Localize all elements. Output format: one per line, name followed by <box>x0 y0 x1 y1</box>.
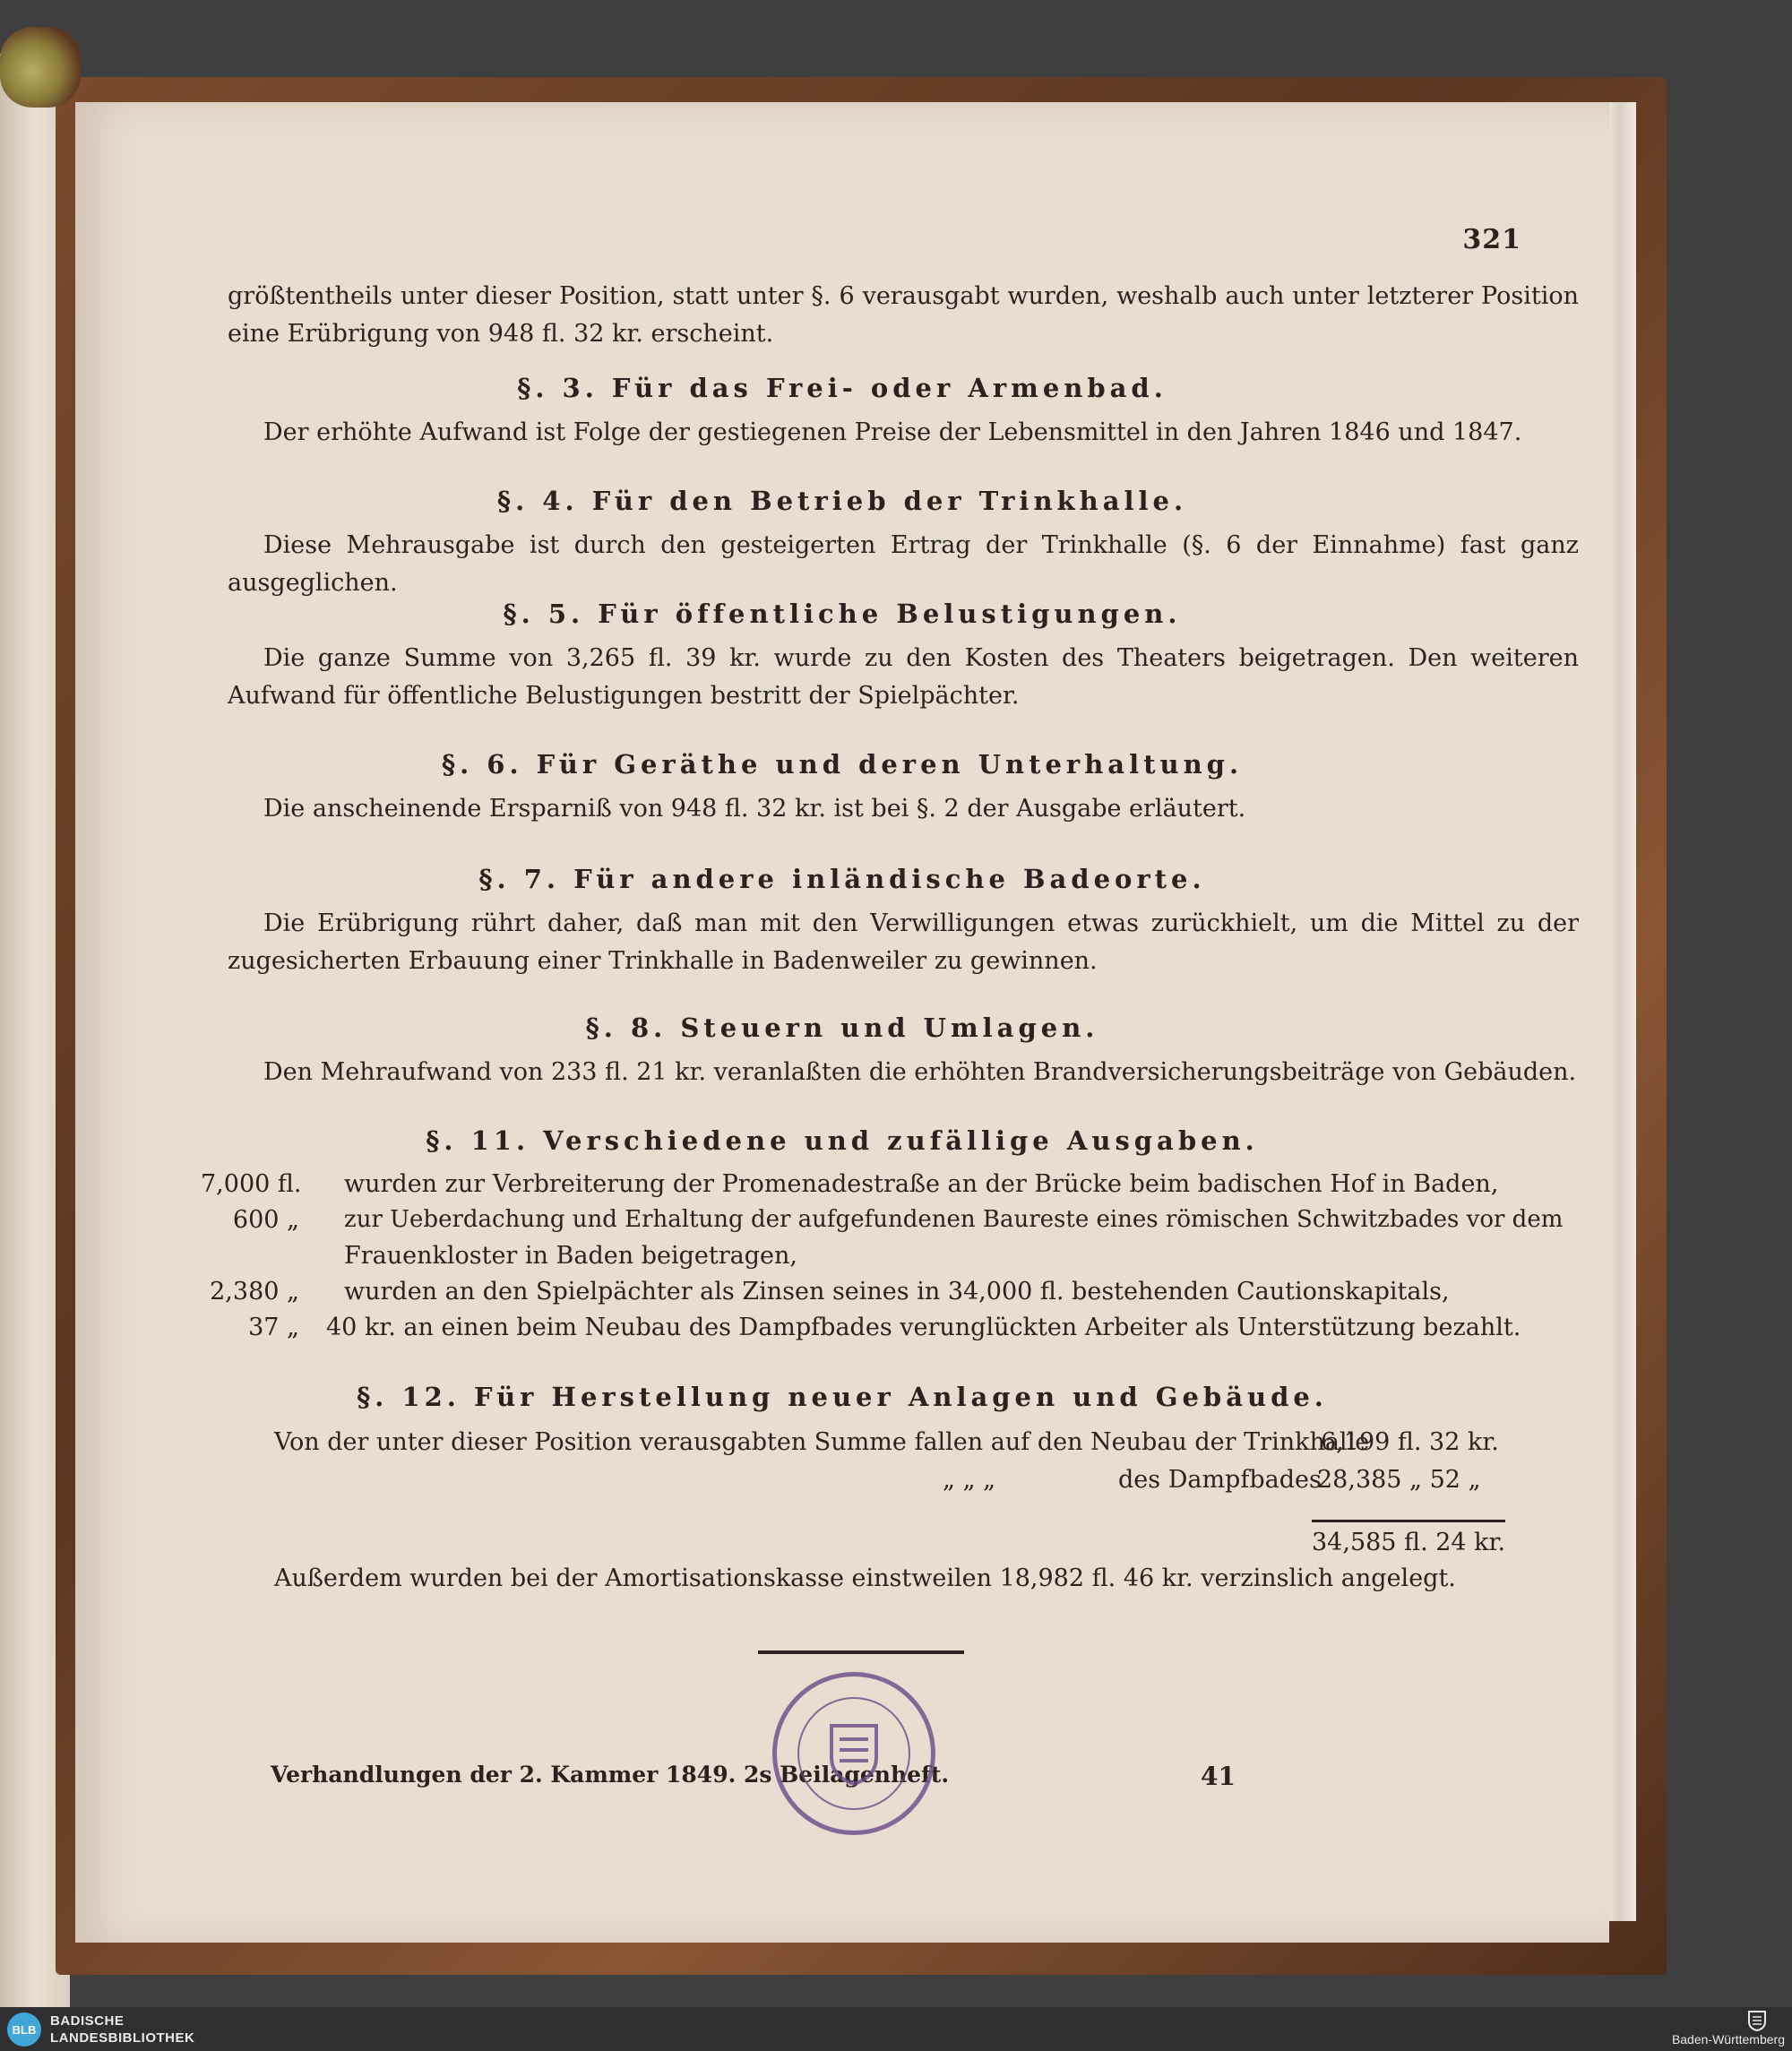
sec11-item: wurden an den Spielpächter als Zinsen seines in 34,000 fl. bestehenden Cautionskapitals, <box>344 1278 1450 1306</box>
section-text: Den Mehraufwand von 233 fl. 21 kr. veranlaßten die erhöhten Brandversicherungsbeiträge von Gebäuden. <box>263 1058 1577 1086</box>
section-heading: §. 12. Für Herstellung neuer Anlagen und Gebäude. <box>357 1382 1328 1412</box>
footer-left: Verhandlungen der 2. Kammer 1849. 2s Beilagenheft. <box>271 1762 950 1788</box>
library-name <box>50 2012 194 2047</box>
sec11-item: 40 kr. an einen beim Neubau des Dampfbades verunglückten Arbeiter als Unterstützung bezahlt. <box>326 1314 1521 1341</box>
sec12-ditto-marks: „ „ „ <box>943 1466 996 1494</box>
section-text: Der erhöhte Aufwand ist Folge der gestiegenen Preise der Lebensmittel in den Jahren 1846 und 1847. <box>263 418 1522 446</box>
blb-logo-icon[interactable]: BLB <box>7 2012 41 2047</box>
sum-rule <box>1312 1520 1505 1522</box>
state-label: Baden-Württemberg <box>1671 2032 1785 2047</box>
coat-of-arms-icon <box>827 1721 881 1786</box>
sec12-line1-amount: 6,199 fl. 32 kr. <box>1321 1428 1499 1456</box>
sec12-line2-label: des Dampfbades <box>1118 1466 1322 1494</box>
section-text: Die anscheinende Ersparniß von 948 fl. 32 kr. ist bei §. 2 der Ausgabe erläutert. <box>263 795 1246 823</box>
state-crest-icon <box>1747 2010 1767 2031</box>
sec12-extra: Außerdem wurden bei der Amortisationskasse einstweilen 18,982 fl. 46 kr. verzinslich angelegt. <box>274 1564 1456 1592</box>
sec11-amount: 7,000 fl. <box>201 1170 302 1198</box>
section-heading: §. 6. Für Geräthe und deren Unterhaltung. <box>441 749 1244 780</box>
section-heading: §. 7. Für andere inländische Badeorte. <box>478 864 1206 894</box>
library-name-line2: LANDESBIBLIOTHEK <box>50 2030 195 2046</box>
document-page <box>75 102 1609 1943</box>
footer-page: 41 <box>1201 1762 1236 1791</box>
page-number: 321 <box>1462 224 1521 255</box>
sec11-amount: 37 „ <box>248 1314 299 1341</box>
sec11-amount: 2,380 „ <box>210 1278 299 1306</box>
closing-rule <box>758 1650 964 1654</box>
section-heading: §. 3. Für das Frei- oder Armenbad. <box>517 373 1167 403</box>
sec11-amount: 600 „ <box>232 1206 299 1234</box>
sec12-line2-amount: 28,385 „ 52 „ <box>1317 1466 1481 1494</box>
sec12-line1: Von der unter dieser Position verausgabten Summe fallen auf den Neubau der Trinkhalle <box>274 1428 1370 1456</box>
library-name-line1: BADISCHE <box>50 2013 125 2029</box>
library-stamp <box>772 1672 935 1835</box>
sec11-item: zur Ueberdachung und Erhaltung der aufgefundenen Baureste eines römischen Schwitzbades vor dem <box>344 1206 1564 1233</box>
sec11-item-continued: Frauenkloster in Baden beigetragen, <box>344 1242 797 1270</box>
section-heading: §. 8. Steuern und Umlagen. <box>585 1013 1099 1043</box>
viewer-footer-bar <box>0 2007 1792 2051</box>
section-heading: §. 11. Verschiedene und zufällige Ausgaben. <box>426 1125 1259 1156</box>
section-text: Die ganze Summe von 3,265 fl. 39 kr. wurde zu den Kosten des Theaters beigetragen. Den weiteren Aufwand für öffentliche Belustigungen bestritt der Spielpächter. <box>228 644 1579 710</box>
spine-decoration <box>0 27 81 108</box>
section-heading: §. 4. Für den Betrieb der Trinkhalle. <box>496 486 1188 516</box>
section-text: Die Erübrigung rührt daher, daß man mit den Verwilligungen etwas zurückhielt, um die Mittel zu der zugesicherten Erbauung einer Trinkhalle in Badenweiler zu gewinnen. <box>228 909 1579 975</box>
section-text: Diese Mehrausgabe ist durch den gesteigerten Ertrag der Trinkhalle (§. 6 der Einnahme) fast ganz ausgeglichen. <box>228 531 1579 597</box>
sec12-total: 34,585 fl. 24 kr. <box>1312 1529 1506 1556</box>
intro-paragraph: größtentheils unter dieser Position, statt unter §. 6 verausgabt wurden, weshalb auch unter letzterer Position eine Erübrigung von 948 fl. 32 kr. erscheint. <box>228 282 1579 348</box>
section-heading: §. 5. Für öffentliche Belustigungen. <box>503 599 1182 629</box>
sec11-item: wurden zur Verbreiterung der Promenadestraße an der Brücke beim badischen Hof in Baden, <box>344 1170 1499 1198</box>
